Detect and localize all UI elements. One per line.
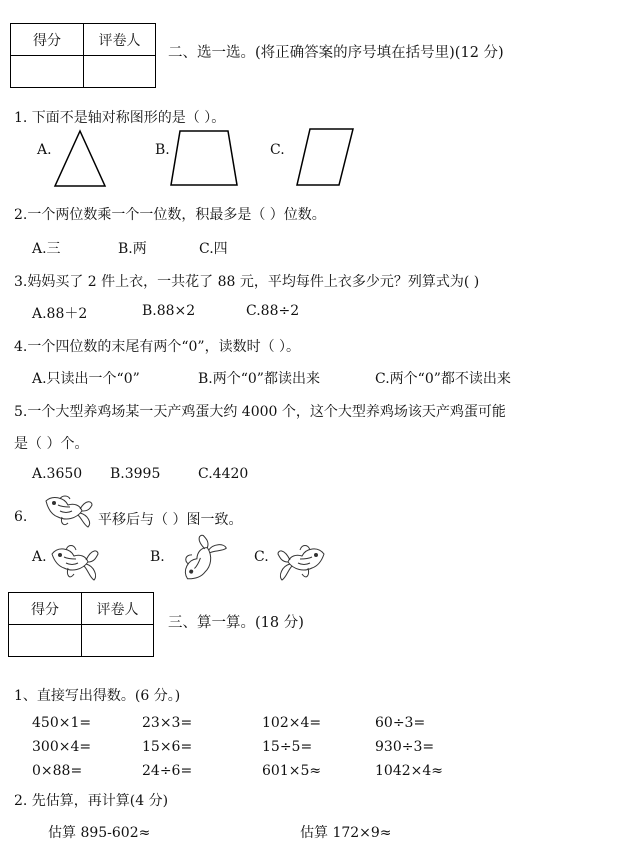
q1-text: 1. 下面不是轴对称图形的是（ ）。 (14, 110, 226, 126)
q5-option-c[interactable]: C.4420 (198, 466, 249, 482)
goldfish-icon (180, 536, 220, 588)
q2-option-b[interactable]: B.两 (118, 241, 147, 257)
score-table-section2 (10, 23, 156, 88)
section3-sub1: 1、直接写出得数。(6 分。) (14, 688, 181, 704)
goldfish-icon (42, 493, 94, 531)
section3-sub2: 2. 先估算，再计算(4 分) (14, 793, 169, 809)
q5-option-a[interactable]: A.3650 (32, 466, 83, 482)
score-header-grader: 评卷人 (84, 24, 156, 56)
calc-item: 15×6= (142, 739, 193, 755)
q2-text: 2.一个两位数乘一个一位数，积最多是（ ）位数。 (14, 207, 326, 223)
calc-item: 23×3= (142, 715, 193, 731)
calc-item: 15÷5= (262, 739, 313, 755)
q3-option-c[interactable]: C.88÷2 (246, 303, 300, 319)
score-cell-grader[interactable] (82, 625, 154, 657)
q5-text-line2: 是（ ）个。 (14, 436, 89, 452)
q2-option-a[interactable]: A.三 (32, 241, 61, 257)
triangle-shape (54, 130, 106, 187)
score-header-grader: 评卷人 (82, 593, 154, 625)
q4-option-a[interactable]: A.只读出一个“0” (32, 371, 140, 387)
q6-number: 6. (14, 509, 28, 525)
q1-option-c[interactable]: C. (270, 142, 285, 158)
q3-option-b[interactable]: B.88×2 (142, 303, 196, 319)
goldfish-icon (276, 540, 328, 584)
estimate-item: 估算 895-602≈ (48, 825, 151, 841)
calc-item: 60÷3= (375, 715, 426, 731)
q4-text: 4.一个四位数的末尾有两个“0”，读数时（ ）。 (14, 339, 301, 355)
score-header-score: 得分 (9, 593, 82, 625)
q3-option-a[interactable]: A.88＋2 (32, 306, 88, 322)
calc-item: 930÷3= (375, 739, 435, 755)
goldfish-icon (48, 540, 100, 584)
q6-option-a[interactable]: A. (32, 549, 47, 565)
q5-text-line1: 5.一个大型养鸡场某一天产鸡蛋大约 4000 个，这个大型养鸡场该天产鸡蛋可能 (14, 404, 506, 420)
q4-option-b[interactable]: B.两个“0”都读出来 (198, 371, 320, 387)
score-cell-grader[interactable] (84, 56, 156, 88)
q5-option-b[interactable]: B.3995 (110, 466, 161, 482)
estimate-item: 估算 172×9≈ (300, 825, 392, 841)
q3-text: 3.妈妈买了 2 件上衣，一共花了 88 元，平均每件上衣多少元？列算式为( ) (14, 274, 480, 290)
score-cell-score[interactable] (9, 625, 82, 657)
q6-text: 平移后与（ ）图一致。 (98, 512, 243, 528)
calc-item: 300×4= (32, 739, 92, 755)
calc-item: 24÷6= (142, 763, 193, 779)
q2-option-c[interactable]: C.四 (199, 241, 228, 257)
q6-option-b[interactable]: B. (150, 549, 165, 565)
score-header-score: 得分 (11, 24, 84, 56)
calc-item: 601×5≈ (262, 763, 322, 779)
parallelogram-shape (296, 128, 354, 187)
calc-item: 102×4= (262, 715, 322, 731)
q1-option-a[interactable]: A. (37, 142, 52, 158)
calc-item: 1042×4≈ (375, 763, 443, 779)
q6-option-c[interactable]: C. (254, 549, 269, 565)
calc-item: 0×88= (32, 763, 83, 779)
trapezoid-shape (170, 130, 238, 187)
score-table-section3 (8, 592, 154, 657)
section2-title: 二、选一选。(将正确答案的序号填在括号里)(12 分) (168, 45, 504, 61)
section3-title: 三、算一算。(18 分) (168, 615, 304, 631)
score-cell-score[interactable] (11, 56, 84, 88)
q1-option-b[interactable]: B. (155, 142, 170, 158)
q4-option-c[interactable]: C.两个“0”都不读出来 (375, 371, 511, 387)
calc-item: 450×1= (32, 715, 92, 731)
